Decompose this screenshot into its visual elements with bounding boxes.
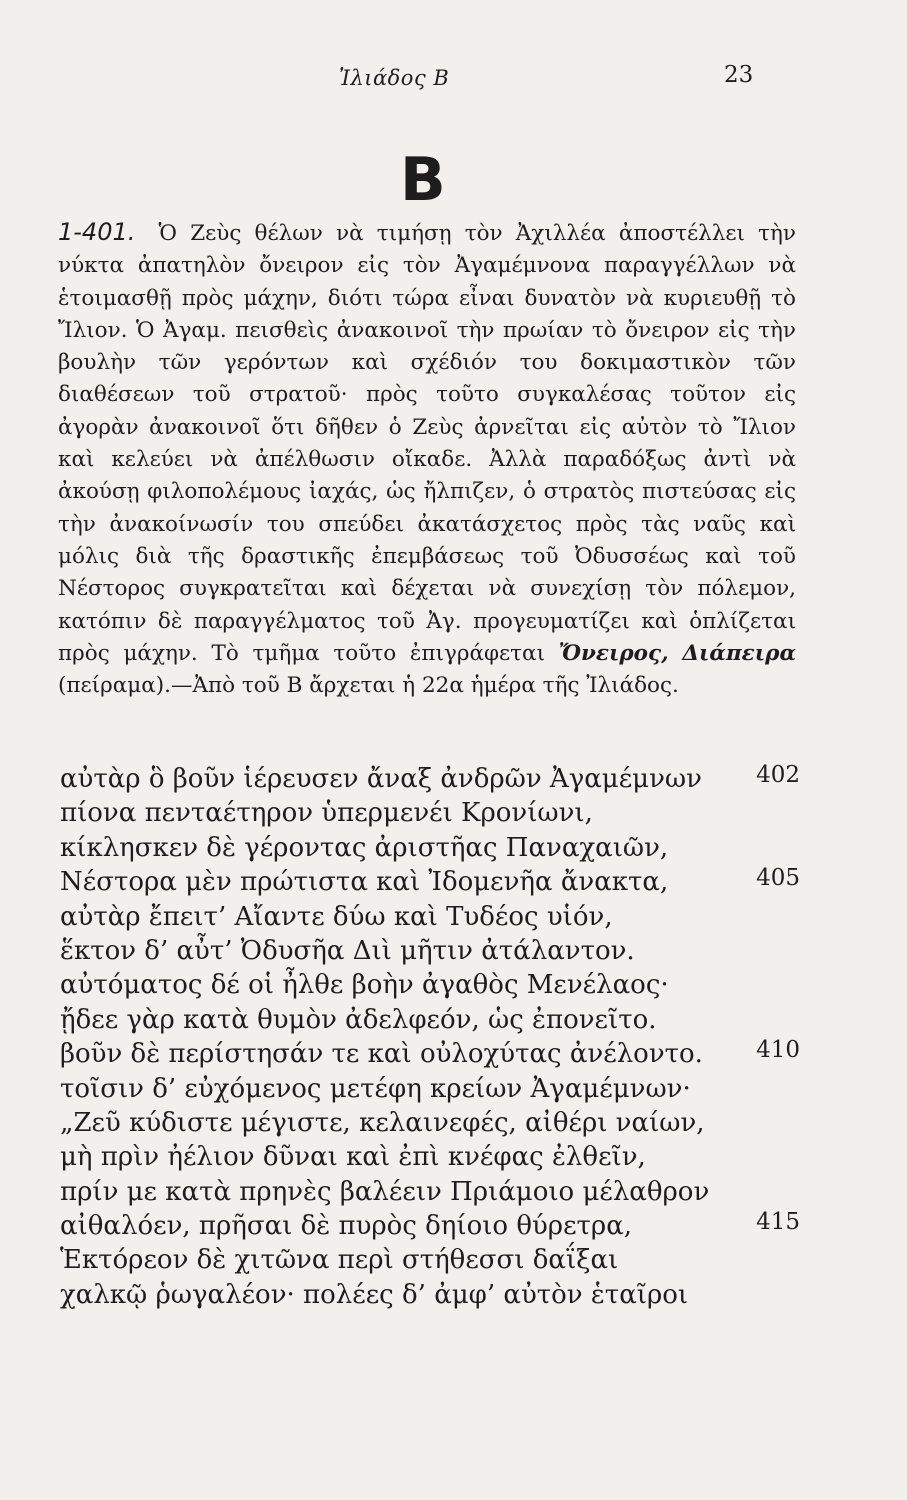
verse-line — [60, 762, 800, 796]
verse-text: αὐτόματος δέ οἱ ἦλθε βοὴν ἀγαθὸς Μενέλαος· — [60, 970, 669, 1001]
verse-text: αὐτὰρ ὃ βοῦν ἱέρευσεν ἄναξ ἀνδρῶν Ἀγαμέμνων — [60, 764, 702, 794]
verse-block — [60, 762, 800, 1312]
verse-line — [60, 1243, 800, 1277]
verse-text: Ἑκτόρεον δὲ χιτῶνα περὶ στήθεσσι δαΐξαι — [60, 1245, 619, 1276]
verse-text: πρίν με κατὰ πρηνὲς βαλέειν Πριάμοιο μέλαθρον — [60, 1176, 710, 1207]
verse-line — [60, 796, 800, 830]
summary-text-part1: Ὁ Ζεὺς θέλων νὰ τιμήσῃ τὸν Ἀχιλλέα ἀποστέλλει τὴν νύκτα ἀπατηλὸν ὄνειρον εἰς τὸν Ἀγαμέμνονα παραγγέλλων νὰ ἑτοιμασθῇ πρὸς μάχην, διότι τώρα εἶναι δυνατὸν νὰ κυριευθῇ τὸ Ἴλιον. Ὁ Ἀγαμ. πεισθεὶς ἀνακοινοῖ τὴν πρωίαν τὸ ὄνειρον εἰς τὴν βουλὴν τῶν γερόντων καὶ σχέδιόν του δοκιμαστικὸν τῶν διαθέσεων τοῦ στρατοῦ· πρὸς τοῦτο συγκαλέσας τοῦτον εἰς ἀγορὰν ἀνακοινοῖ ὅτι δῆθεν ὁ Ζεὺς ἀρνεῖται εἰς αὐτὸν τὸ Ἴλιον καὶ κελεύει νὰ ἀπέλθωσιν οἴκαδε. Ἀλλὰ παραδόξως ἀντὶ νὰ ἀκούσῃ φιλοπολέμους ἰαχάς, ὡς ἤλπιζεν, ὁ στρατὸς πιστεύσας εἰς τὴν ἀνακοίνωσίν του σπεύδει ἀκατάσχετος πρὸς τὰς ναῦς καὶ μόλις διὰ τῆς δραστικῆς ἐπεμβάσεως τοῦ Ὀδυσσέως καὶ τοῦ Νέστορος συγκρατεῖται καὶ δέχεται νὰ συνεχίσῃ τὸν πόλεμον, κατόπιν δὲ παραγγέλματος τοῦ Ἀγ. προγευματίζει καὶ ὁπλίζεται πρὸς μάχην. Τὸ τμῆμα τοῦτο ἐπιγράφεται — [58, 221, 796, 666]
verse-line — [60, 1003, 800, 1037]
verse-line — [60, 865, 800, 899]
verse-text: αἰθαλόεν, πρῆσαι δὲ πυρὸς δηίοιο θύρετρα, — [60, 1211, 633, 1242]
summary-text-part2: (πείραμα).—Ἀπὸ τοῦ Β ἄρχεται ἡ 22α ἡμέρα τῆς Ἰλιάδος. — [58, 673, 679, 699]
verse-line — [60, 1106, 800, 1140]
verse-text: χαλκῷ ῥωγαλέον· πολέες δ’ ἀμφ’ αὐτὸν ἑταῖροι — [60, 1279, 689, 1310]
verse-text: πίονα πενταέτηρον ὑπερμενέι Κρονίωνι, — [60, 798, 593, 829]
summary-title-oneiros: Ὄνειρος, — [558, 640, 669, 666]
verse-text: τοῖσιν δ’ εὐχόμενος μετέφη κρείων Ἀγαμέμνων· — [60, 1073, 691, 1104]
verse-text: „Ζεῦ κύδιστε μέγιστε, κελαινεφές, αἰθέρι ναίων, — [60, 1107, 705, 1138]
running-head — [0, 62, 907, 102]
summary-title-diapeira: Διάπειρα — [682, 640, 796, 666]
verse-number: 415 — [756, 1209, 800, 1236]
verse-text: ἕκτον δ’ αὖτ’ Ὀδυσῆα Διὶ μῆτιν ἀτάλαντον. — [60, 935, 635, 966]
verse-text: Νέστορα μὲν πρώτιστα καὶ Ἰδομενῆα ἄνακτα, — [60, 867, 669, 898]
verse-line — [60, 968, 800, 1002]
book-letter-heading: B — [400, 145, 446, 215]
verse-text: βοῦν δὲ περίστησάν τε καὶ οὐλοχύτας ἀνέλοντο. — [60, 1039, 703, 1070]
verse-line — [60, 1209, 800, 1243]
verse-number: 402 — [756, 762, 800, 788]
verse-line — [60, 831, 800, 865]
verse-text: ᾔδεε γὰρ κατὰ θυμὸν ἀδελφεόν, ὡς ἐπονεῖτο. — [60, 1004, 657, 1035]
verse-text: κίκλησκεν δὲ γέροντας ἀριστῆας Παναχαιῶν, — [60, 832, 669, 863]
verse-text: αὐτὰρ ἔπειτ’ Αἴαντε δύω καὶ Τυδέος υἱόν, — [60, 901, 613, 932]
verse-line — [60, 1072, 800, 1106]
verse-line — [60, 1175, 800, 1209]
page-number: 23 — [724, 62, 754, 88]
verse-line — [60, 1037, 800, 1071]
verse-text: μὴ πρὶν ἠέλιον δῦναι καὶ ἐπὶ κνέφας ἐλθεῖν, — [60, 1142, 646, 1173]
summary-paragraph — [58, 216, 796, 702]
verse-number: 410 — [756, 1037, 800, 1064]
summary-line-range: 1-401. — [58, 218, 136, 246]
verse-line — [60, 934, 800, 968]
verse-number: 405 — [756, 865, 800, 892]
verse-line — [60, 1278, 800, 1312]
running-title: Ἰλιάδος Β — [339, 66, 450, 90]
verse-line — [60, 900, 800, 934]
verse-line — [60, 1140, 800, 1174]
